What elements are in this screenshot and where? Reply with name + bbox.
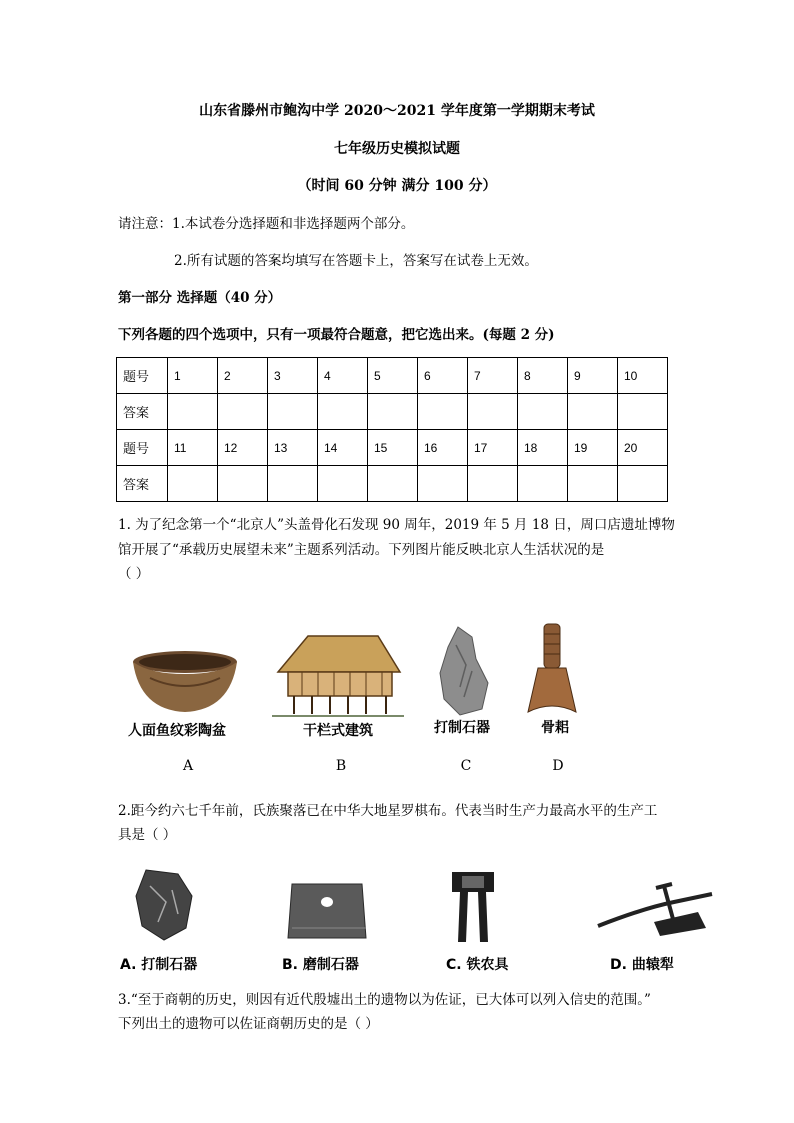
q2-option-d-caption: D. 曲辕犁 <box>610 957 674 973</box>
answer-cell[interactable] <box>468 466 518 502</box>
answer-cell[interactable] <box>518 394 568 430</box>
q1-option-a-caption: 人面鱼纹彩陶盆 <box>128 723 226 739</box>
answer-cell[interactable] <box>468 394 518 430</box>
q1-option-c-letter: C <box>460 758 472 774</box>
chipped-stone-tool-image <box>436 625 492 717</box>
answer-cell[interactable] <box>218 394 268 430</box>
answer-cell[interactable] <box>568 466 618 502</box>
q2-option-a-caption: A. 打制石器 <box>120 957 198 973</box>
answer-cell[interactable] <box>318 394 368 430</box>
answer-cell[interactable] <box>368 466 418 502</box>
q1-option-b-caption: 干栏式建筑 <box>303 723 373 739</box>
chipped-stone-tool-icon <box>132 866 196 942</box>
answer-table <box>116 357 668 502</box>
bone-spade-image <box>524 620 580 720</box>
part1-heading: 第一部分 选择题（40 分） <box>118 290 282 306</box>
table-cell: 14 <box>318 430 368 466</box>
q1-line-1: 1. 为了纪念第一个“北京人”头盖骨化石发现 90 周年，2019 年 5 月 18 日，周口店遗址博物 <box>118 517 675 533</box>
table-cell: 19 <box>568 430 618 466</box>
table-cell: 7 <box>468 358 518 394</box>
table-cell: 6 <box>418 358 468 394</box>
answer-cell[interactable] <box>568 394 618 430</box>
table-cell: 15 <box>368 430 418 466</box>
q3-line-1: 3.“至于商朝的历史，则因有近代殷墟出土的遗物以为佐证，已大体可以列入信史的范围。” <box>118 992 651 1008</box>
answer-cell[interactable] <box>268 466 318 502</box>
answer-cell[interactable] <box>618 466 668 502</box>
q2-line-1: 2.距今约六七千年前，氏族聚落已在中华大地星罗棋布。代表当时生产力最高水平的生产工 <box>118 803 658 819</box>
answer-cell[interactable] <box>318 466 368 502</box>
iron-farm-tool-icon <box>444 866 502 946</box>
note-line-2: 2.所有试题的答案均填写在答题卡上，答案写在试卷上无效。 <box>174 253 538 269</box>
answer-cell[interactable] <box>168 394 218 430</box>
table-row <box>117 358 668 394</box>
table-cell: 20 <box>618 430 668 466</box>
table-cell: 1 <box>168 358 218 394</box>
question-number-label: 题号 <box>117 358 168 394</box>
answer-label: 答案 <box>117 466 168 502</box>
q2-line-2: 具是（ ） <box>118 827 177 843</box>
q1-line-2: 馆开展了“承载历史展望未来”主题系列活动。下列图片能反映北京人生活状况的是 <box>118 542 605 558</box>
table-cell: 9 <box>568 358 618 394</box>
answer-cell[interactable] <box>218 466 268 502</box>
table-cell: 10 <box>618 358 668 394</box>
q3-line-2: 下列出土的遗物可以佐证商朝历史的是（ ） <box>118 1016 379 1032</box>
table-cell: 11 <box>168 430 218 466</box>
q1-option-b-letter: B <box>335 758 347 774</box>
pottery-basin-image <box>130 648 240 716</box>
answer-cell[interactable] <box>368 394 418 430</box>
question-number-label: 题号 <box>117 430 168 466</box>
exam-subtitle: 七年级历史模拟试题 <box>334 141 460 157</box>
answer-cell[interactable] <box>518 466 568 502</box>
q1-option-d-letter: D <box>552 758 564 774</box>
table-cell: 8 <box>518 358 568 394</box>
table-cell: 18 <box>518 430 568 466</box>
table-row <box>117 394 668 430</box>
table-cell: 12 <box>218 430 268 466</box>
table-cell: 16 <box>418 430 468 466</box>
q1-option-a-letter: A <box>182 758 194 774</box>
answer-cell[interactable] <box>268 394 318 430</box>
q2-option-b-caption: B. 磨制石器 <box>282 957 359 973</box>
table-cell: 5 <box>368 358 418 394</box>
table-cell: 3 <box>268 358 318 394</box>
answer-cell[interactable] <box>418 466 468 502</box>
table-cell: 2 <box>218 358 268 394</box>
part1-instruction: 下列各题的四个选项中，只有一项最符合题意，把它选出来。(每题 2 分) <box>118 327 555 343</box>
answer-label: 答案 <box>117 394 168 430</box>
table-cell: 4 <box>318 358 368 394</box>
table-cell: 13 <box>268 430 318 466</box>
q1-line-3: （ ） <box>118 566 150 582</box>
answer-cell[interactable] <box>618 394 668 430</box>
exam-title: 山东省滕州市鲍沟中学 2020～2021 学年度第一学期期末考试 <box>199 103 595 119</box>
table-row <box>117 430 668 466</box>
answer-cell[interactable] <box>418 394 468 430</box>
q2-option-c-caption: C. 铁农具 <box>446 957 509 973</box>
q1-option-c-caption: 打制石器 <box>434 720 490 736</box>
curved-plough-icon <box>594 878 718 942</box>
table-cell: 17 <box>468 430 518 466</box>
q1-option-d-caption: 骨耜 <box>541 720 569 736</box>
exam-time-info: （时间 60 分钟 满分 100 分） <box>297 178 497 194</box>
table-row <box>117 466 668 502</box>
stilt-house-image <box>268 630 408 720</box>
answer-cell[interactable] <box>168 466 218 502</box>
note-line-1: 请注意：1.本试卷分选择题和非选择题两个部分。 <box>118 216 415 232</box>
ground-stone-tool-icon <box>286 880 368 942</box>
